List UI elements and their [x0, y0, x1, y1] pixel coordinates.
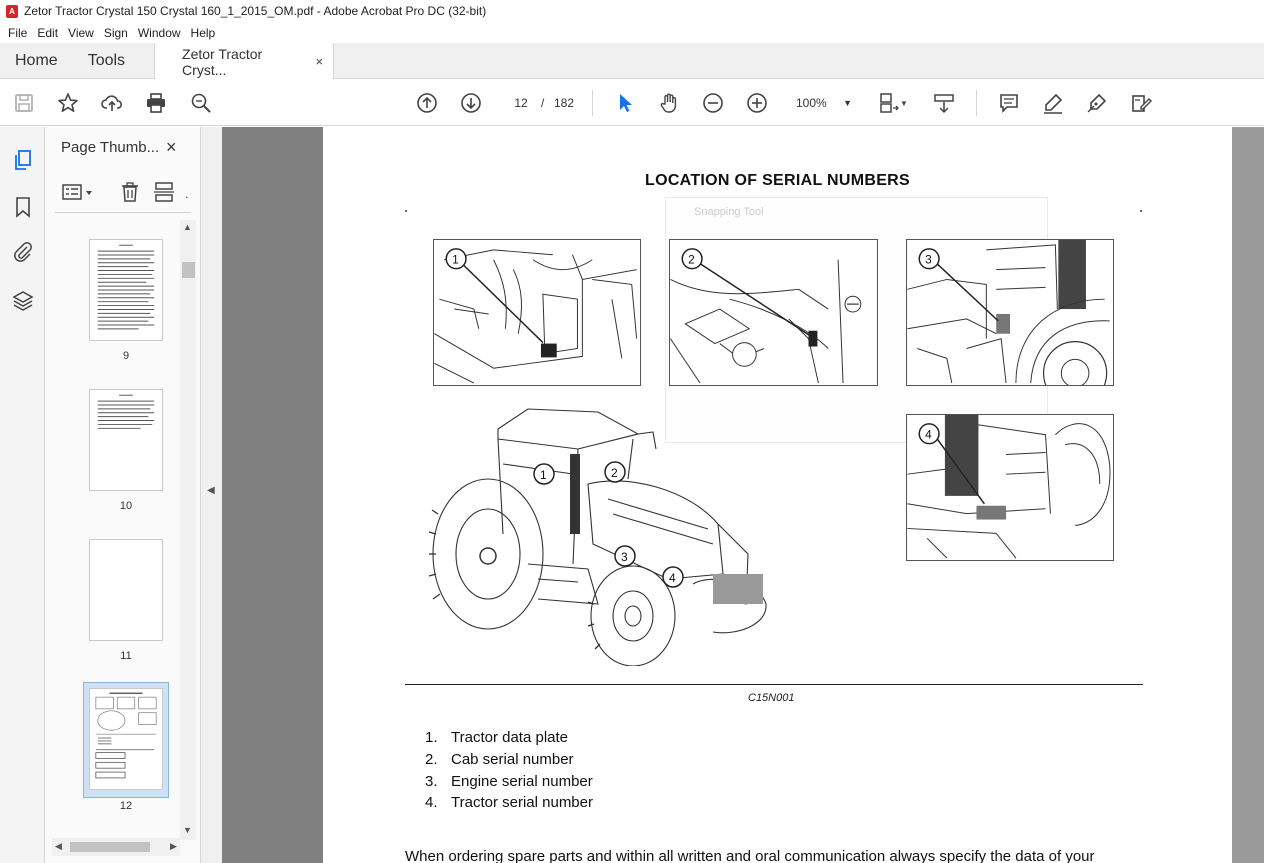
list-item-text: Engine serial number: [451, 772, 593, 790]
figure-callout-4: 4: [925, 427, 932, 442]
figure-tractor-serial-number: [906, 414, 1114, 561]
cloud-upload-icon[interactable]: [100, 91, 124, 115]
toolbar-divider: [592, 90, 593, 116]
figure-tractor-data-plate: [433, 239, 641, 386]
menu-window[interactable]: Window: [137, 25, 181, 40]
tab-tools[interactable]: Tools: [87, 51, 126, 69]
layers-icon[interactable]: [11, 289, 35, 313]
thumbnail-label-9: 9: [122, 350, 130, 362]
menu-view[interactable]: View: [68, 25, 94, 40]
body-paragraph: When ordering spare parts and within all written and oral communication always specify the data of your: [405, 848, 1095, 863]
list-item-text: Cab serial number: [451, 751, 574, 769]
zoom-level-dropdown[interactable]: [790, 91, 856, 115]
zoom-search-icon[interactable]: [189, 91, 213, 115]
zoom-in-icon[interactable]: [745, 91, 769, 115]
more-tools-icon[interactable]: .: [185, 187, 189, 201]
rotate-pages-icon[interactable]: [153, 181, 175, 206]
page-separator: /: [541, 96, 545, 110]
thumbnails-horizontal-thumb[interactable]: [70, 842, 150, 852]
zoom-level-value: 100%: [796, 96, 827, 110]
collapse-arrow-icon[interactable]: ◀: [207, 485, 215, 496]
tractor-callout-2: 2: [611, 466, 618, 480]
zoom-out-icon[interactable]: [701, 91, 725, 115]
list-item-number: 1.: [425, 729, 438, 747]
acrobat-app-icon: A: [6, 5, 18, 18]
tractor-callout-4: 4: [669, 571, 676, 585]
thumbnail-12-content-preview: [90, 689, 162, 789]
list-item-text: Tractor data plate: [451, 729, 569, 747]
thumbnail-label-12: 12: [119, 800, 133, 812]
figure-cab-serial-number: [669, 239, 878, 386]
tab-document[interactable]: [154, 43, 334, 80]
thumbnails-toolbar: [55, 175, 191, 213]
tab-bar: [0, 43, 1264, 79]
thumbnails-scroll-thumb[interactable]: [182, 262, 195, 278]
save-icon[interactable]: [12, 91, 36, 115]
page-thumbnail-9[interactable]: [89, 239, 163, 341]
list-item: [425, 770, 593, 792]
menu-file[interactable]: File: [8, 25, 28, 40]
list-item-text: Tractor serial number: [451, 794, 593, 812]
tractor-callout-3: 3: [621, 550, 628, 564]
page-number-input[interactable]: [503, 91, 539, 115]
bookmarks-icon[interactable]: [11, 195, 35, 219]
list-item-number: 2.: [425, 751, 438, 769]
previous-page-icon[interactable]: [415, 91, 439, 115]
figure-divider-rule: [405, 684, 1143, 685]
page-fit-chevron-icon[interactable]: ▼: [900, 98, 908, 108]
toolbar-divider: [976, 90, 977, 116]
thumbnails-vertical-scrollbar[interactable]: [180, 220, 196, 840]
serial-number-list: [425, 727, 593, 814]
hand-tool-icon[interactable]: [657, 91, 681, 115]
tab-home[interactable]: Home: [15, 51, 58, 69]
menu-edit[interactable]: Edit: [37, 25, 59, 40]
thumbnail-label-11: 11: [120, 650, 132, 662]
attachments-paperclip-icon[interactable]: [11, 240, 35, 264]
scroll-down-icon[interactable]: ▼: [183, 825, 192, 835]
list-item: [425, 727, 593, 749]
comment-icon[interactable]: [997, 91, 1021, 115]
total-pages: 182: [554, 96, 575, 110]
page-mark: [405, 210, 407, 212]
scroll-mode-icon[interactable]: [932, 91, 956, 115]
page-thumbnail-10[interactable]: [89, 389, 163, 491]
figure-caption: C15N001: [748, 692, 795, 704]
menu-help[interactable]: Help: [190, 25, 216, 40]
figure-engine-serial-number: [906, 239, 1114, 386]
list-item: [425, 749, 593, 771]
close-panel-icon[interactable]: ×: [166, 137, 177, 157]
next-page-icon[interactable]: [459, 91, 483, 115]
thumbnail-10-content-preview: [90, 390, 162, 490]
navigation-rail: [0, 127, 45, 863]
menu-bar: [0, 22, 1264, 43]
snapping-tool-label: Snapping Tool: [694, 206, 764, 218]
document-heading: LOCATION OF SERIAL NUMBERS: [645, 172, 910, 189]
tab-document-label: Zetor Tractor Cryst...: [182, 45, 263, 78]
page-thumbnails-icon[interactable]: [11, 148, 35, 172]
thumbnails-panel-title: Page Thumb...: [61, 139, 160, 156]
page-thumbnail-11[interactable]: [89, 539, 163, 641]
edit-pdf-icon[interactable]: [1129, 91, 1153, 115]
figure-callout-1: 1: [452, 252, 459, 267]
thumbnail-label-10: 10: [119, 500, 133, 512]
menu-sign[interactable]: Sign: [103, 25, 128, 40]
list-item: [425, 792, 593, 814]
scroll-right-icon[interactable]: ▶: [170, 841, 177, 851]
figure-callout-3: 3: [925, 252, 932, 267]
title-bar: [0, 0, 1264, 22]
thumbnail-9-content-preview: [90, 240, 162, 340]
tractor-callout-1: 1: [540, 468, 547, 482]
page-fit-icon[interactable]: [876, 91, 900, 115]
scroll-up-icon[interactable]: ▲: [183, 222, 192, 232]
select-cursor-icon[interactable]: [613, 91, 637, 115]
window-title: Zetor Tractor Crystal 150 Crystal 160_1_2015_OM.pdf - Adobe Acrobat Pro DC (32-bit): [24, 4, 487, 18]
list-item-number: 3.: [425, 772, 438, 790]
delete-page-icon[interactable]: [119, 181, 141, 206]
document-vertical-scrollbar[interactable]: [1232, 127, 1264, 863]
thumbnail-options-icon[interactable]: [61, 181, 95, 206]
bookmark-star-icon[interactable]: [56, 91, 80, 115]
scroll-left-icon[interactable]: ◀: [55, 841, 62, 851]
chevron-down-icon: ▼: [843, 98, 852, 108]
figure-tractor-overview: [428, 404, 773, 666]
figure-callout-2: 2: [688, 252, 695, 267]
page-thumbnail-12[interactable]: [89, 688, 163, 790]
print-icon[interactable]: [144, 91, 168, 115]
list-item-number: 4.: [425, 794, 438, 812]
close-tab-icon[interactable]: ×: [315, 54, 324, 69]
page-mark: [1140, 210, 1142, 212]
highlight-pen-icon[interactable]: [1041, 91, 1065, 115]
panel-collapse-handle[interactable]: [201, 127, 222, 863]
sign-fountain-pen-icon[interactable]: [1085, 91, 1109, 115]
